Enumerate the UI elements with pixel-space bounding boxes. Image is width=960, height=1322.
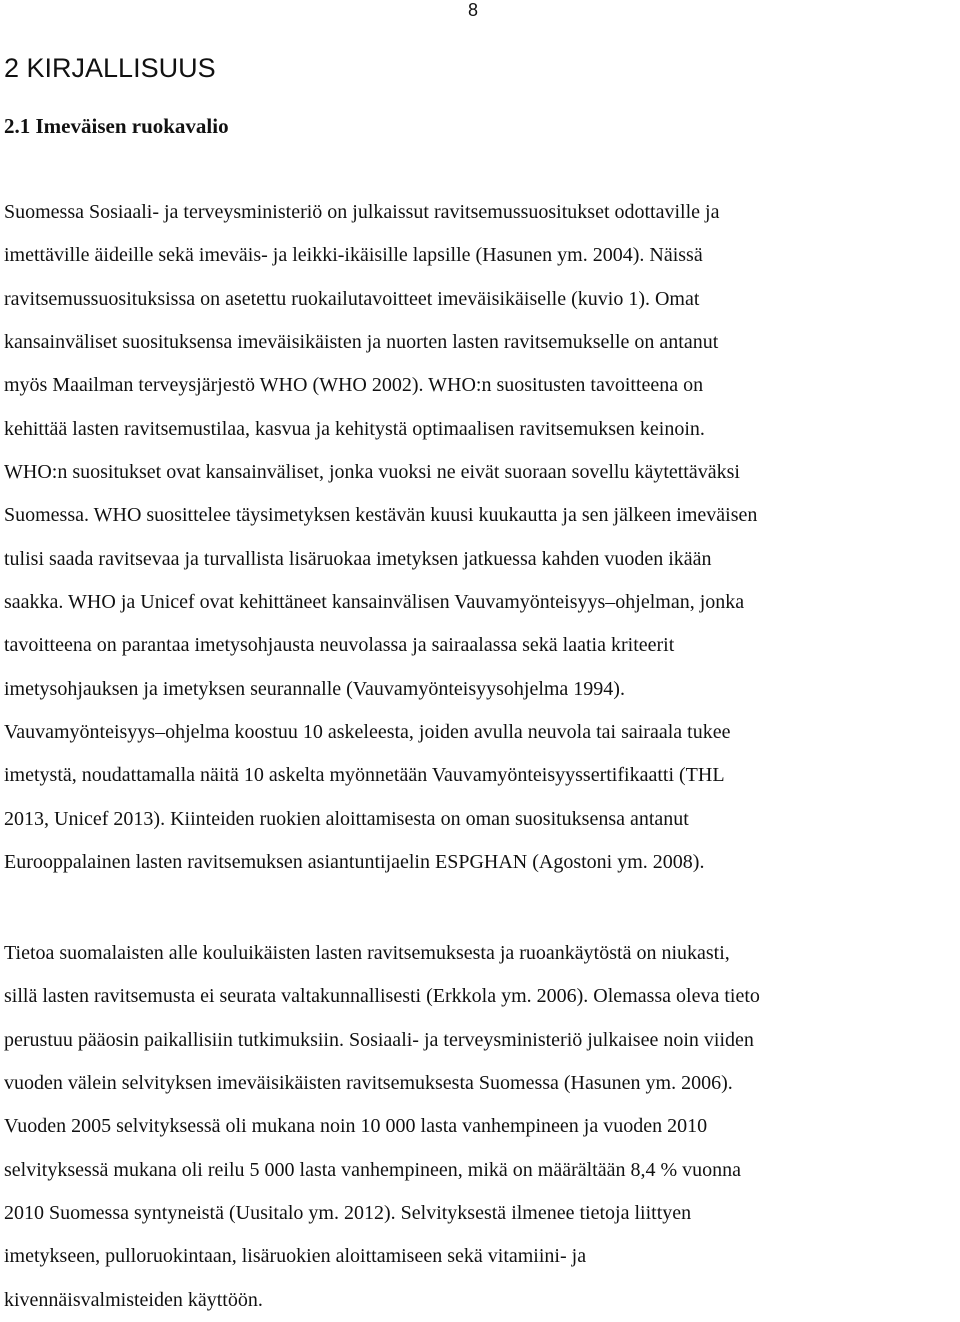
paragraph-child-nutrition-studies [4, 932, 760, 1322]
chapter-heading: 2 KIRJALLISUUS [4, 53, 216, 83]
paragraph-line: ravitsemussuosituksissa on asetettu ruokailutavoitteet imeväisikäiselle (kuvio 1). Omat [4, 287, 700, 310]
paragraph-infant-diet-recommendations [4, 191, 757, 884]
paragraph-line: Vauvamyönteisyys–ohjelma koostuu 10 askeleesta, joiden avulla neuvola tai sairaala tukee [4, 720, 731, 743]
paragraph-line: Tietoa suomalaisten alle kouluikäisten lasten ravitsemuksesta ja ruoankäytöstä on niukasti, [4, 942, 730, 964]
paragraph-line: tavoitteena on parantaa imetysohjausta neuvolassa ja sairaalassa sekä laatia kriteerit [4, 634, 675, 657]
paragraph-line: perustuu pääosin paikallisiin tutkimuksiin. Sosiaali- ja terveysministeriö julkaisee noin viiden [4, 1028, 754, 1051]
paragraph-line: tulisi saada ravitsevaa ja turvallista lisäruokaa imetyksen jatkuessa kahden vuoden ikään [4, 547, 712, 570]
paragraph-line: kehittää lasten ravitsemustilaa, kasvua ja kehitystä optimaalisen ravitsemuksen keinoin. [4, 417, 705, 440]
paragraph-line: 2013, Unicef 2013). Kiinteiden ruokien aloittamisesta on oman suosituksensa antanut [4, 807, 689, 830]
paragraph-line: imetysohjauksen ja imetyksen seurannalle (Vauvamyönteisyysohjelma 1994). [4, 677, 625, 700]
paragraph-line: kivennäisvalmisteiden käyttöön. [4, 1288, 263, 1311]
paragraph-line: Suomessa. WHO suosittelee täysimetyksen kestävän kuusi kuukautta ja sen jälkeen imeväisen [4, 504, 758, 527]
paragraph-line: Eurooppalainen lasten ravitsemuksen asiantuntijaelin ESPGHAN (Agostoni ym. 2008). [4, 850, 705, 873]
paragraph-line: Suomessa Sosiaali- ja terveysministeriö on julkaissut ravitsemussuositukset odottaville ja [4, 201, 720, 223]
paragraph-line: imettäville äideille sekä imeväis- ja leikki-ikäisille lapsille (Hasunen ym. 2004). Näissä [4, 244, 703, 267]
paragraph-line: vuoden välein selvityksen imeväisikäisten ravitsemuksesta Suomessa (Hasunen ym. 2006). [4, 1071, 733, 1094]
paragraph-line: 2010 Suomessa syntyneistä (Uusitalo ym. 2012). Selvityksestä ilmenee tietoja liittyen [4, 1201, 692, 1224]
paragraph-line: selvityksessä mukana oli reilu 5 000 lasta vanhempineen, mikä on määrältään 8,4 % vuonna [4, 1158, 742, 1181]
paragraph-line: imetystä, noudattamalla näitä 10 askelta myönnetään Vauvamyönteisyyssertifikaatti (THL [4, 764, 725, 787]
paragraph-line: sillä lasten ravitsemusta ei seurata valtakunnallisesti (Erkkola ym. 2006). Olemassa oleva tieto [4, 985, 760, 1008]
paragraph-line: kansainväliset suosituksensa imeväisikäisten ja nuorten lasten ravitsemukselle on antanut [4, 330, 719, 353]
section-heading: 2.1 Imeväisen ruokavalio [4, 114, 229, 138]
paragraph-line: saakka. WHO ja Unicef ovat kehittäneet kansainvälisen Vauvamyönteisyys–ohjelman, jonka [4, 590, 745, 613]
paragraph-line: myös Maailman terveysjärjestö WHO (WHO 2002). WHO:n suositusten tavoitteena on [4, 374, 704, 397]
paragraph-line: Vuoden 2005 selvityksessä oli mukana noin 10 000 lasta vanhempineen ja vuoden 2010 [4, 1115, 708, 1138]
paragraph-line: imetykseen, pulloruokintaan, lisäruokien aloittamiseen sekä vitamiini- ja [4, 1245, 587, 1268]
page-number: 8 [468, 0, 479, 20]
paragraph-line: WHO:n suositukset ovat kansainväliset, jonka vuoksi ne eivät suoraan sovellu käytettäväksi [4, 460, 740, 483]
